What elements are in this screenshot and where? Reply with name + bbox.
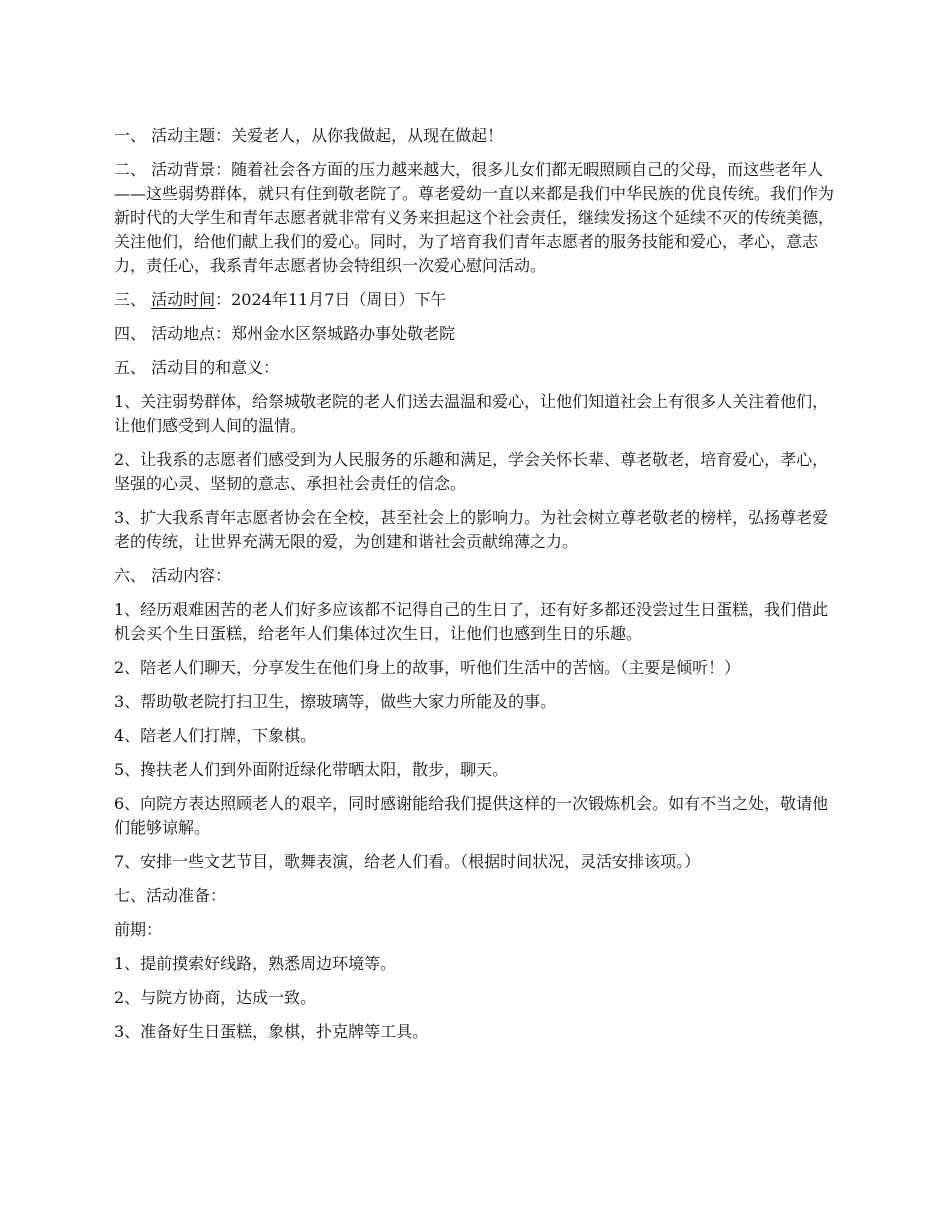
section-prep-heading: 七、活动准备： [114,886,227,905]
section-time [114,288,844,312]
section-time-label: 活动时间 [151,290,216,309]
content-item: 3、帮助敬老院打扫卫生，擦玻璃等，做些大家力所能及的事。 [114,692,557,711]
content-item: 1、经历艰难困苦的老人们好多应该都不记得自己的生日了，还有好多都还没尝过生日蛋糕，我们借此机会买个生日蛋糕，给老年人们集体过次生日，让他们也感到生日的乐趣。 [114,600,829,643]
prep-item: 1、提前摸索好线路，熟悉周边环境等。 [114,954,397,973]
content-item: 7、安排一些文艺节目，歌舞表演，给老人们看。（根据时间状况，灵活安排该项。） [114,852,701,871]
section-content-heading: 六、 活动内容： [114,566,232,585]
prep-phase-label: 前期： [114,920,163,939]
purpose-item: 2、让我系的志愿者们感受到为人民服务的乐趣和满足，学会关怀长辈、尊老敬老，培育爱心，孝心，坚强的心灵、坚韧的意志、承担社会责任的信念。 [114,450,829,493]
section-location: 四、 活动地点：郑州金水区祭城路办事处敬老院 [114,324,456,343]
purpose-item: 3、扩大我系青年志愿者协会在全校，甚至社会上的影响力。为社会树立尊老敬老的榜样，弘扬尊老爱老的传统，让世界充满无限的爱，为创建和谐社会贡献绵薄之力。 [114,508,829,551]
prep-item: 3、准备好生日蛋糕，象棋，扑克牌等工具。 [114,1022,429,1041]
section-purpose-heading: 五、 活动目的和意义： [114,358,280,377]
content-item: 2、陪老人们聊天，分享发生在他们身上的故事，听他们生活中的苦恼。（主要是倾听！） [114,658,741,677]
section-theme: 一、 活动主题：关爱老人，从你我做起，从现在做起！ [114,126,504,145]
content-item: 4、陪老人们打牌，下象棋。 [114,726,317,745]
content-item: 6、向院方表达照顾老人的艰辛，同时感谢能给我们提供这样的一次锻炼机会。如有不当之处，敬请他们能够谅解。 [114,794,829,837]
purpose-item: 1、关注弱势群体，给祭城敬老院的老人们送去温温和爱心，让他们知道社会上有很多人关注着他们，让他们感受到人间的温情。 [114,392,829,435]
content-item: 5、搀扶老人们到外面附近绿化带晒太阳，散步，聊天。 [114,760,509,779]
section-background: 二、 活动背景：随着社会各方面的压力越来越大，很多儿女们都无暇照顾自己的父母，而这些老年人——这些弱势群体，就只有住到敬老院了。尊老爱幼一直以来都是我们中华民族的优良传统。我们作为新时代的大学生和青年志愿者就非常有义务来担起这个社会责任，继续发扬这个延续不灭的传统美德，关注他们，给他们献上我们的爱心。同时，为了培育我们青年志愿者的服务技能和爱心，孝心，意志力，责任心，我系青年志愿者协会特组织一次爱心慰问活动。 [114,160,835,275]
section-time-value: ：2024年11月7日（周日）下午 [215,290,447,309]
prep-item: 2、与院方协商，达成一致。 [114,988,317,1007]
document-body [114,124,844,1054]
section-time-prefix: 三、 [114,290,152,309]
